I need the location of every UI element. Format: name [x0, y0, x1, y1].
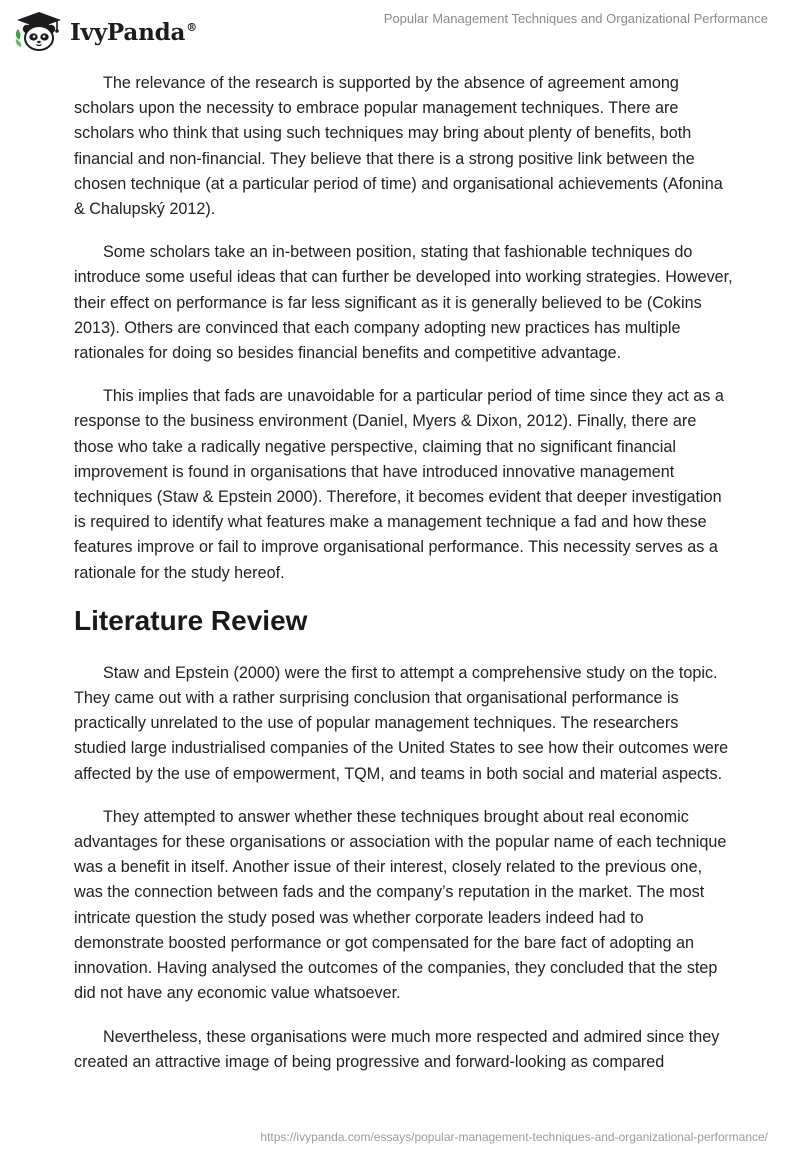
source-url[interactable]: https://ivypanda.com/essays/popular-management-techniques-and-organizational-performance/ [260, 1130, 768, 1144]
logo-text: IvyPanda® [70, 18, 197, 46]
paragraph: Some scholars take an in-between position, stating that fashionable techniques do introduce some useful ideas that can further be developed into working strategies. However, their effect on performance is far less significant as it is generally believed to be (Cokins 2013). Others are convinced that each company adopting new practices has multiple rationales for doing so besides financial benefits and competitive advantage. [74, 243, 733, 363]
essay-body [74, 71, 734, 1093]
registered-mark: ® [186, 20, 197, 34]
paragraph: Nevertheless, these organisations were much more respected and admired since they created an attractive image of being progressive and forward-looking as compared [74, 1027, 720, 1071]
paragraph: They attempted to answer whether these techniques brought about real economic advantages for these organisations or association with the popular name of each technique was a benefit in itself. Another issue of their interest, closely related to the previous one, was the connection between fads and the company’s reputation in the market. The most intricate question the study posed was whether corporate leaders indeed had to demonstrate boosted performance or got compensated for the bare fact of adopting an innovation. Having analysed the outcomes of the companies, they concluded that the step did not have any economic value whatsoever. [74, 807, 727, 1003]
paragraph: This implies that fads are unavoidable for a particular period of time since they act as a response to the business environment (Daniel, Myers & Dixon, 2012). Finally, there are those who take a radically negative perspective, claiming that no significant financial improvement is found in organisations that have introduced innovative management techniques (Staw & Epstein 2000). Therefore, it becomes evident that deeper investigation is required to identify what features make a management technique a fad and how these features improve or fail to improve organisational performance. This necessity serves as a rationale for the study hereof. [74, 387, 724, 582]
ivypanda-logo[interactable] [14, 10, 197, 54]
paragraph: Staw and Epstein (2000) were the first to attempt a comprehensive study on the topic. They came out with a rather surprising conclusion that organisational performance is practically unrelated to the use of popular management techniques. The researchers studied large industrialised companies of the United States to see how their outcomes were affected by the use of empowerment, TQM, and teams in both social and material aspects. [74, 663, 729, 783]
document-title: Popular Management Techniques and Organizational Performance [383, 11, 768, 26]
page-header [0, 0, 800, 70]
paragraph: The relevance of the research is supported by the absence of agreement among scholars upon the necessity to embrace popular management techniques. There are scholars who think that using such techniques may bring about plenty of benefits, both financial and non-financial. They believe that there is a strong positive link between the chosen technique (at a particular period of time) and organisational achievements (Afonina & Chalupský 2012). [74, 74, 723, 219]
panda-graduate-icon [14, 10, 64, 54]
section-heading: Literature Review [74, 604, 308, 636]
